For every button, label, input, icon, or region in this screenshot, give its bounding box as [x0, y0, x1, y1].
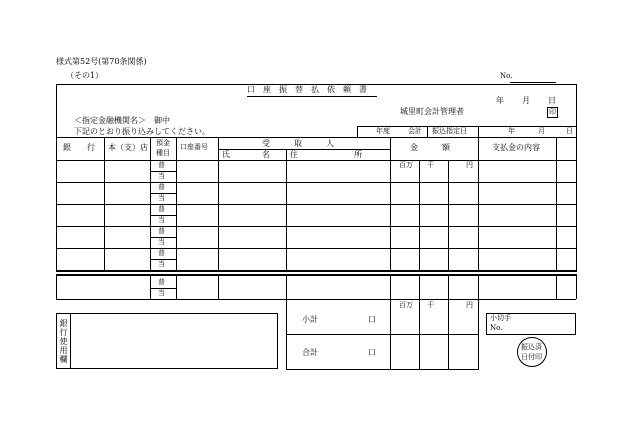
- unit-million: 百万: [399, 161, 413, 169]
- lower-col-line-payee: [390, 276, 391, 299]
- unit-thousand: 千: [427, 161, 434, 169]
- number-label: No.: [500, 72, 513, 80]
- header-bank: 銀 行: [63, 143, 95, 152]
- table-header-top-line: [56, 137, 576, 138]
- header-payee: 受 取 人: [262, 139, 334, 148]
- date-stamp-icon: [517, 337, 547, 367]
- header-address: 住 所: [290, 150, 362, 159]
- header-deposit-type-1: 預金: [156, 139, 170, 147]
- lower-col-line-account: [218, 276, 219, 299]
- row5-type-ordinary: 普: [158, 249, 165, 257]
- totals-bottom-line: [286, 369, 478, 370]
- row1-type-current: 当: [158, 172, 165, 180]
- row2-type-current: 当: [158, 194, 165, 202]
- header-name: 氏 名: [222, 150, 270, 159]
- row6-type-current: 当: [158, 289, 165, 297]
- row4-bottom-line: [56, 248, 576, 249]
- number-field-line: [510, 82, 556, 83]
- row3-type-ordinary: 普: [158, 205, 165, 213]
- row6-type-ordinary: 普: [158, 278, 165, 286]
- seal-icon: 印: [549, 108, 556, 116]
- fiscal-year-label: 年度: [376, 127, 390, 135]
- transfer-month: 月: [538, 127, 545, 135]
- row2-type-ordinary: 普: [158, 183, 165, 191]
- title-underline: [247, 96, 377, 97]
- subtotal-label: 小計: [302, 315, 318, 324]
- header-branch: 本（支）店: [108, 143, 148, 152]
- frame-right-line: [576, 84, 577, 272]
- lower-col-line-type: [176, 276, 177, 299]
- transfer-year: 年: [508, 127, 515, 135]
- form-title: 口 座 振 替 払 依 頼 書: [247, 85, 367, 94]
- totals-unit-million: 百万: [399, 301, 413, 309]
- col-line-thousand: [448, 160, 449, 271]
- transfer-date-divider: [478, 126, 479, 137]
- lower-frame-right-line: [576, 276, 577, 299]
- col-line-name: [286, 149, 287, 271]
- row4-type-current: 当: [158, 238, 165, 246]
- header-amount: 金 額: [410, 143, 450, 152]
- header-deposit-type-2: 種目: [156, 149, 170, 157]
- break-line-bottom: [56, 274, 577, 276]
- account-label: 会計: [408, 127, 422, 135]
- row6-bottom-line: [56, 299, 576, 300]
- form-number: 様式第52号(第70条関係): [56, 57, 147, 66]
- lower-frame-left-line: [56, 276, 57, 299]
- stamp-line2: 日付印: [521, 353, 542, 361]
- totals-thousand-line: [448, 299, 449, 370]
- totals-middle-line: [286, 334, 478, 335]
- instruction-text: 下記のとおり振り込みしてください。: [74, 127, 210, 136]
- totals-right-line: [478, 299, 479, 370]
- transfer-day: 日: [566, 127, 573, 135]
- bank-use-box: [56, 313, 278, 369]
- transfer-date-label: 振込指定日: [432, 127, 467, 135]
- row3-type-current: 当: [158, 216, 165, 224]
- totals-unit-thousand: 千: [427, 301, 434, 309]
- fiscal-row-left-line: [357, 126, 358, 137]
- header-account-number: 口座番号: [180, 143, 208, 151]
- date-day: 日: [548, 96, 556, 105]
- bank-use-label: 銀行使用欄: [59, 319, 68, 364]
- check-number: No.: [490, 324, 503, 332]
- break-line-top: [56, 270, 577, 272]
- lower-col-line-content: [556, 276, 557, 299]
- totals-unit-yen: 円: [466, 301, 473, 309]
- frame-left-line: [56, 84, 57, 272]
- totals-amount-left-line: [390, 299, 391, 370]
- table-header-bottom-line: [56, 160, 576, 161]
- row1-type-ordinary: 普: [158, 161, 165, 169]
- bank-use-divider: [70, 313, 71, 369]
- payee-subheader-line: [218, 149, 390, 150]
- unit-yen: 円: [466, 161, 473, 169]
- stamp-line1: 振込済: [521, 343, 542, 351]
- totals-million-line: [419, 299, 420, 370]
- row5-type-current: 当: [158, 260, 165, 268]
- row3-bottom-line: [56, 226, 576, 227]
- fiscal-row-divider: [427, 126, 428, 137]
- row4-type-ordinary: 普: [158, 227, 165, 235]
- lower-col-line-million: [419, 276, 420, 299]
- check-label: 小切手: [490, 314, 511, 322]
- manager-name: 城里町会計管理者: [400, 107, 464, 116]
- date-month: 月: [522, 96, 530, 105]
- subtotal-count-unit: 口: [368, 315, 376, 324]
- form-sub-number: （その1）: [66, 71, 104, 80]
- total-count-unit: 口: [368, 348, 376, 357]
- bank-name-label: ＜指定金融機関名＞ 御中: [74, 116, 170, 125]
- date-year: 年: [496, 96, 504, 105]
- row1-bottom-line: [56, 182, 576, 183]
- col-line-million: [419, 160, 420, 271]
- total-label: 合計: [302, 348, 318, 357]
- lower-col-line-amount: [478, 276, 479, 299]
- header-payment-content: 支払金の内容: [492, 143, 540, 152]
- lower-col-line-thousand: [448, 276, 449, 299]
- row2-bottom-line: [56, 204, 576, 205]
- lower-col-line-name: [286, 276, 287, 299]
